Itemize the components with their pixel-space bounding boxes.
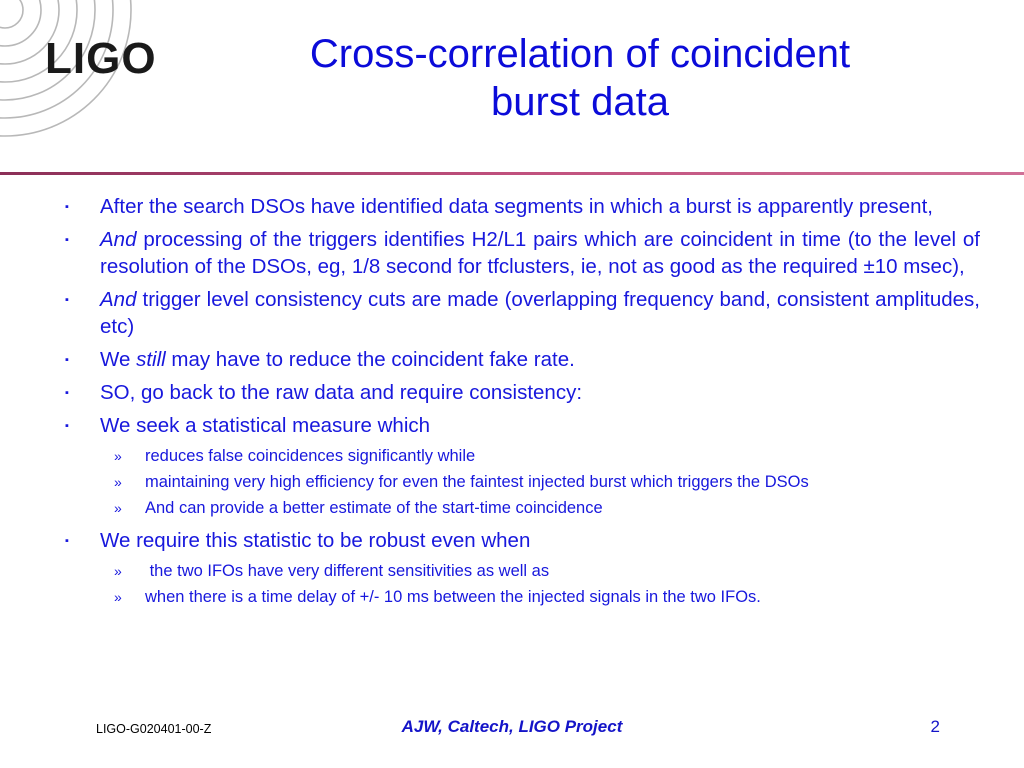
document-id: LIGO-G020401-00-Z (96, 722, 212, 736)
bullet-emphasis: And (100, 228, 137, 251)
footer-author: AJW, Caltech, LIGO Project (401, 717, 623, 736)
square-bullet-icon: ▪ (65, 535, 69, 547)
chevron-bullet-icon: » (114, 500, 122, 516)
bullet-text: may have to reduce the coincident fake rate. (165, 348, 575, 371)
sub-bullet-item (62, 586, 980, 608)
bullet-text: SO, go back to the raw data and require consistency: (100, 381, 583, 404)
title-divider (0, 172, 1024, 175)
chevron-bullet-icon: » (114, 474, 122, 490)
bullet-emphasis: still (136, 348, 166, 371)
sub-bullet-text: reduces false coincidences significantly while (145, 447, 476, 465)
bullet-item (62, 527, 980, 554)
sub-bullet-item (62, 497, 980, 519)
bullet-text: After the search DSOs have identified data segments in which a burst is apparently present, (100, 195, 933, 218)
ligo-logo: LIGO (45, 34, 157, 83)
bullet-item (62, 346, 980, 373)
bullet-text-prefix: We (100, 348, 137, 371)
bullet-text: We seek a statistical measure which (100, 414, 431, 437)
bullet-text: We require this statistic to be robust even when (100, 529, 531, 552)
chevron-bullet-icon: » (114, 563, 122, 579)
square-bullet-icon: ▪ (65, 387, 69, 399)
chevron-bullet-icon: » (114, 589, 122, 605)
sub-bullet-item (62, 560, 980, 582)
bullet-list (62, 193, 980, 612)
sub-bullet-item (62, 471, 980, 493)
sub-bullet-text: the two IFOs have very different sensitivities as well as (145, 562, 550, 580)
square-bullet-icon: ▪ (65, 201, 69, 213)
title-line-2: burst data (491, 80, 669, 124)
bullet-emphasis: And (100, 288, 137, 311)
sub-bullet-text: And can provide a better estimate of the start-time coincidence (145, 499, 603, 517)
page-number: 2 (930, 717, 940, 736)
bullet-text: processing of the triggers identifies H2/L1 pairs which are coincident in time (to the level of resolution of the DSOs, eg, 1/8 second for tfclusters, ie, not as good as the required ±10 msec), (100, 228, 980, 278)
bullet-item (62, 412, 980, 439)
sub-bullet-item (62, 445, 980, 467)
sub-bullet-text: when there is a time delay of +/- 10 ms between the injected signals in the two IFOs. (145, 588, 761, 606)
square-bullet-icon: ▪ (65, 234, 69, 246)
bullet-item (62, 226, 980, 280)
bullet-item (62, 286, 980, 340)
sub-bullet-text: maintaining very high efficiency for even the faintest injected burst which triggers the DSOs (145, 473, 809, 491)
square-bullet-icon: ▪ (65, 294, 69, 306)
chevron-bullet-icon: » (114, 448, 122, 464)
square-bullet-icon: ▪ (65, 420, 69, 432)
square-bullet-icon: ▪ (65, 354, 69, 366)
bullet-text: trigger level consistency cuts are made (overlapping frequency band, consistent amplitudes, etc) (100, 288, 980, 338)
bullet-item (62, 379, 980, 406)
slide-title (200, 30, 960, 126)
title-line-1: Cross-correlation of coincident (309, 32, 851, 76)
bullet-item (62, 193, 980, 220)
